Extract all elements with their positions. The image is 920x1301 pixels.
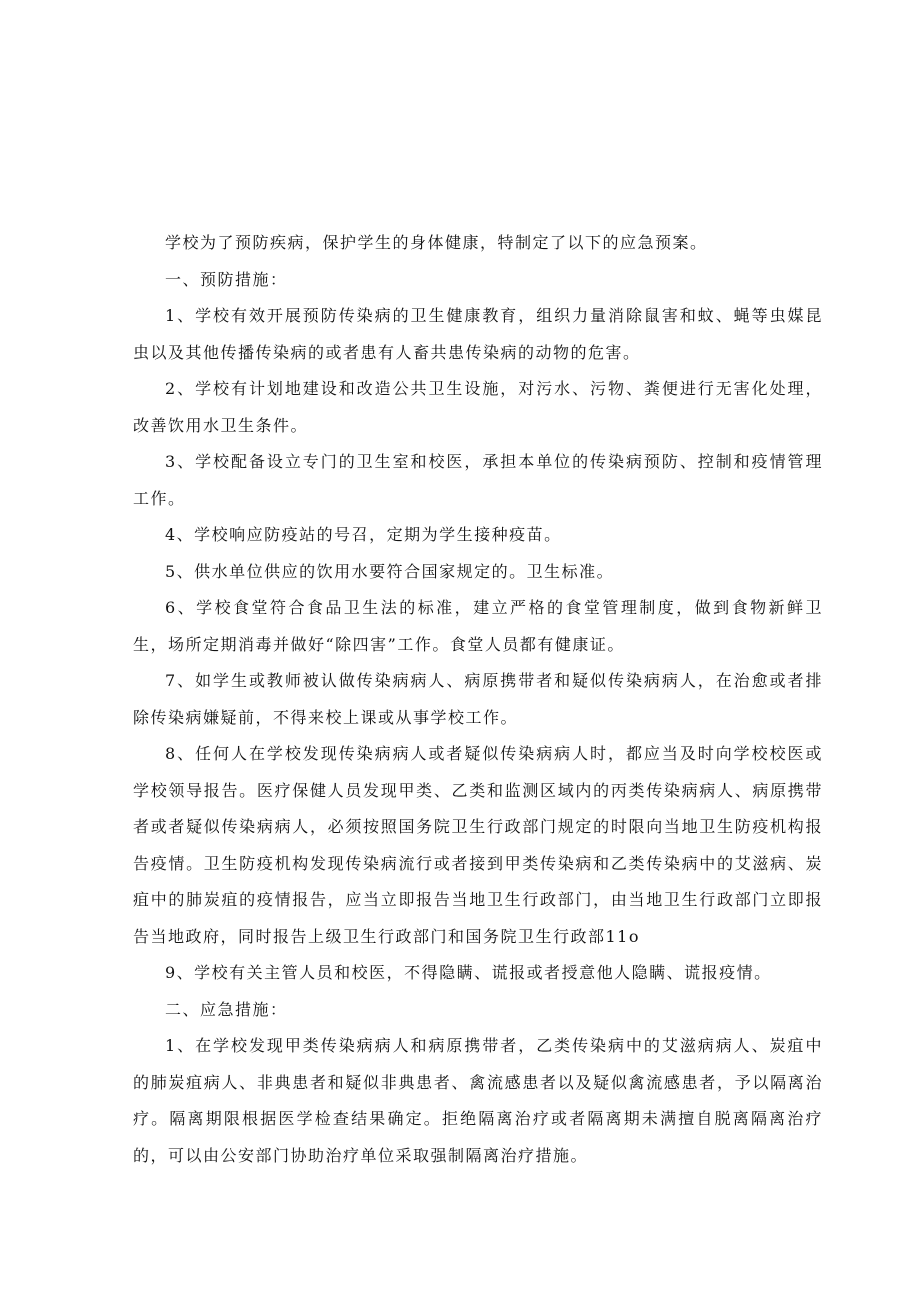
prevention-item-6: 6、学校食堂符合食品卫生法的标准，建立严格的食堂管理制度，做到食物新鲜卫生，场所定期消毒并做好“除四害”工作。食堂人员都有健康证。 xyxy=(133,598,823,654)
prevention-item-1: 1、学校有效开展预防传染病的卫生健康教育，组织力量消除鼠害和蚊、蝇等虫媒昆虫以及其他传播传染病的或者患有人畜共患传染病的动物的危害。 xyxy=(133,306,823,362)
prevention-item-9: 9、学校有关主管人员和校医，不得隐瞒、谎报或者授意他人隐瞒、谎报疫情。 xyxy=(165,963,772,982)
prevention-item-4: 4、学校响应防疫站的号召，定期为学生接种疫苗。 xyxy=(165,525,562,544)
prevention-item-2: 2、学校有计划地建设和改造公共卫生设施，对污水、污物、粪便进行无害化处理，改善饮用水卫生条件。 xyxy=(133,379,823,435)
prevention-item-3: 3、学校配备设立专门的卫生室和校医，承担本单位的传染病预防、控制和疫情管理工作。 xyxy=(133,452,823,508)
intro-paragraph: 学校为了预防疾病，保护学生的身体健康，特制定了以下的应急预案。 xyxy=(165,233,708,252)
section-heading-emergency: 二、应急措施： xyxy=(165,999,288,1019)
prevention-item-5: 5、供水单位供应的饮用水要符合国家规定的。卫生标准。 xyxy=(165,561,615,581)
emergency-item-1: 1、在学校发现甲类传染病病人和病原携带者，乙类传染病中的艾滋病病人、炭疽中的肺炭疽病人、非典患者和疑似非典患者、禽流感患者以及疑似禽流感患者，予以隔离治疗。隔离期限根据医学检查结果确定。拒绝隔离治疗或者隔离期未满擅自脱离隔离治疗的，可以由公安部门协助治疗单位采取强制隔离治疗措施。 xyxy=(133,1036,823,1165)
prevention-item-7: 7、如学生或教师被认做传染病病人、病原携带者和疑似传染病病人，在治愈或者排除传染病嫌疑前，不得来校上课或从事学校工作。 xyxy=(133,671,823,727)
prevention-item-8: 8、任何人在学校发现传染病病人或者疑似传染病病人时，都应当及时向学校校医或学校领导报告。医疗保健人员发现甲类、乙类和监测区域内的丙类传染病病人、病原携带者或者疑似传染病病人，必须按照国务院卫生行政部门规定的时限向当地卫生防疫机构报告疫情。卫生防疫机构发现传染病流行或者接到甲类传染病和乙类传染病中的艾滋病、炭疽中的肺炭疽的疫情报告，应当立即报告当地卫生行政部门，由当地卫生行政部门立即报告当地政府，同时报告上级卫生行政部门和国务院卫生行政部11o xyxy=(133,744,823,946)
section-heading-prevention: 一、预防措施： xyxy=(165,269,288,289)
document-body xyxy=(133,225,823,1174)
